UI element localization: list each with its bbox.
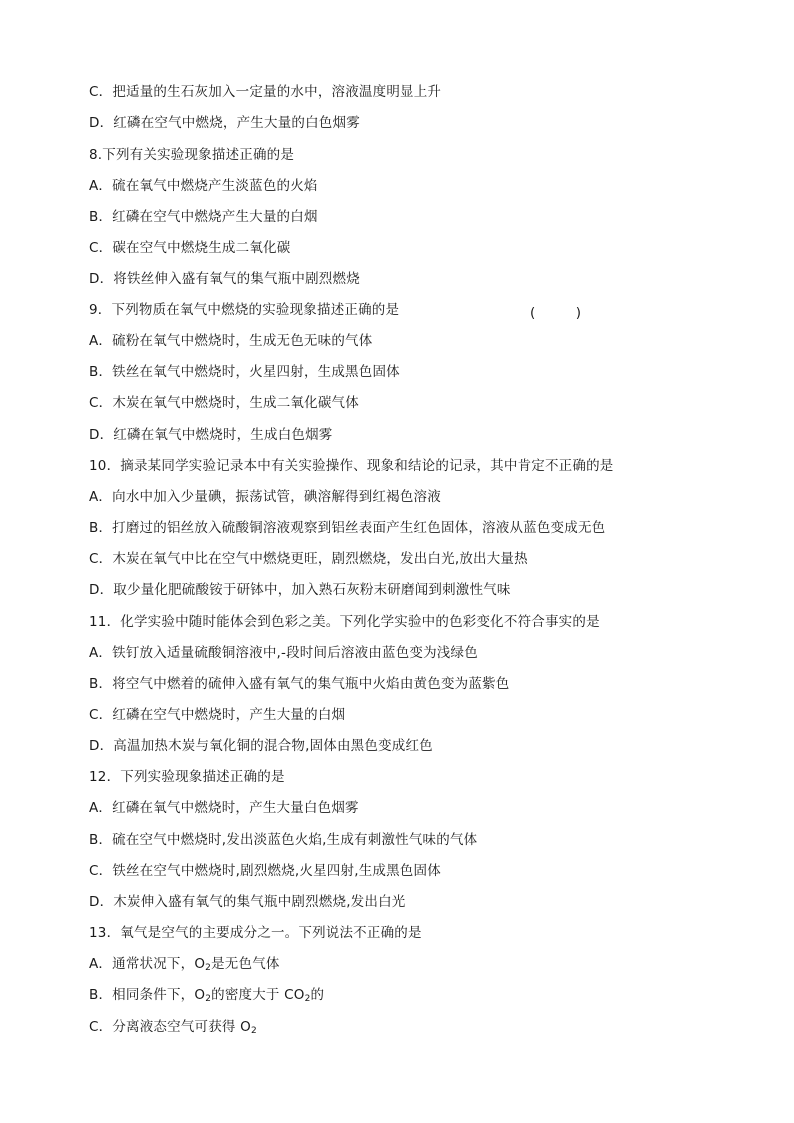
option-7d: D．红磷在空气中燃烧，产生大量的白色烟雾 xyxy=(89,115,360,131)
answer-bracket: ( ) xyxy=(530,305,582,321)
option-11b: B．将空气中燃着的硫伸入盛有氧气的集气瓶中火焰由黄色变为蓝紫色 xyxy=(89,676,510,692)
option-8b: B．红磷在空气中燃烧产生大量的白烟 xyxy=(89,209,318,225)
option-9b: B．铁丝在氧气中燃烧时，火星四射，生成黑色固体 xyxy=(89,364,400,380)
subscript: 2 xyxy=(304,994,311,1004)
option-13c xyxy=(89,1018,257,1036)
option-11c: C．红磷在空气中燃烧时，产生大量的白烟 xyxy=(89,707,346,723)
option-13a-prefix: A．通常状况下，O xyxy=(89,956,206,972)
option-10b: B．打磨过的铝丝放入硫酸铜溶液观察到铝丝表面产生红色固体，溶液从蓝色变成无色 xyxy=(89,520,606,536)
option-13b-prefix: B．相同条件下，O xyxy=(89,987,206,1003)
option-12d: D．木炭伸入盛有氧气的集气瓶中剧烈燃烧,发出白光 xyxy=(89,894,406,910)
option-9c: C．木炭在氧气中燃烧时，生成二氧化碳气体 xyxy=(89,395,359,411)
question-13-stem: 13．氧气是空气的主要成分之一。下列说法不正确的是 xyxy=(89,925,422,941)
option-9d: D．红磷在氧气中燃烧时，生成白色烟雾 xyxy=(89,427,333,443)
option-10c: C．木炭在氧气中比在空气中燃烧更旺，剧烈燃烧，发出白光,放出大量热 xyxy=(89,551,528,567)
option-10d: D．取少量化肥硫酸铵于研钵中，加入熟石灰粉末研磨闻到刺激性气味 xyxy=(89,582,511,598)
option-12b: B．硫在空气中燃烧时,发出淡蓝色火焰,生成有刺激性气味的气体 xyxy=(89,832,478,848)
option-12a: A．红磷在氧气中燃烧时，产生大量白色烟雾 xyxy=(89,800,359,816)
option-11d: D．高温加热木炭与氧化铜的混合物,固体由黑色变成红色 xyxy=(89,738,433,754)
question-10-stem: 10．摘录某同学实验记录本中有关实验操作、现象和结论的记录，其中肯定不正确的是 xyxy=(89,458,614,474)
question-12-stem: 12．下列实验现象描述正确的是 xyxy=(89,769,285,785)
option-7c: C．把适量的生石灰加入一定量的水中，溶液温度明显上升 xyxy=(89,84,442,100)
option-9a: A．硫粉在氧气中燃烧时，生成无色无味的气体 xyxy=(89,333,373,349)
question-11-stem: 11．化学实验中随时能体会到色彩之美。下列化学实验中的色彩变化不符合事实的是 xyxy=(89,614,600,630)
option-13b-mid: 的密度大于 CO xyxy=(211,987,305,1003)
subscript: 2 xyxy=(250,1026,257,1036)
option-11a: A．铁钉放入适量硫酸铜溶液中,-段时间后溶液由蓝色变为浅绿色 xyxy=(89,645,478,661)
option-13b-suffix: 的 xyxy=(310,987,325,1003)
option-13a xyxy=(89,955,280,973)
subscript: 2 xyxy=(205,963,212,973)
option-8a: A．硫在氧气中燃烧产生淡蓝色的火焰 xyxy=(89,178,318,194)
option-13c-prefix: C．分离液态空气可获得 O xyxy=(89,1019,251,1035)
subscript: 2 xyxy=(205,994,212,1004)
option-8d: D．将铁丝伸入盛有氧气的集气瓶中剧烈燃烧 xyxy=(89,271,360,287)
option-12c: C．铁丝在空气中燃烧时,剧烈燃烧,火星四射,生成黑色固体 xyxy=(89,863,441,879)
option-13a-suffix: 是无色气体 xyxy=(211,956,280,972)
option-8c: C．碳在空气中燃烧生成二氧化碳 xyxy=(89,240,291,256)
option-10a: A．向水中加入少量碘，振荡试管，碘溶解得到红褐色溶液 xyxy=(89,489,441,505)
question-8-stem: 8.下列有关实验现象描述正确的是 xyxy=(89,147,295,163)
option-13b xyxy=(89,986,324,1004)
question-9-stem: 9．下列物质在氧气中燃烧的实验现象描述正确的是 xyxy=(89,302,400,318)
